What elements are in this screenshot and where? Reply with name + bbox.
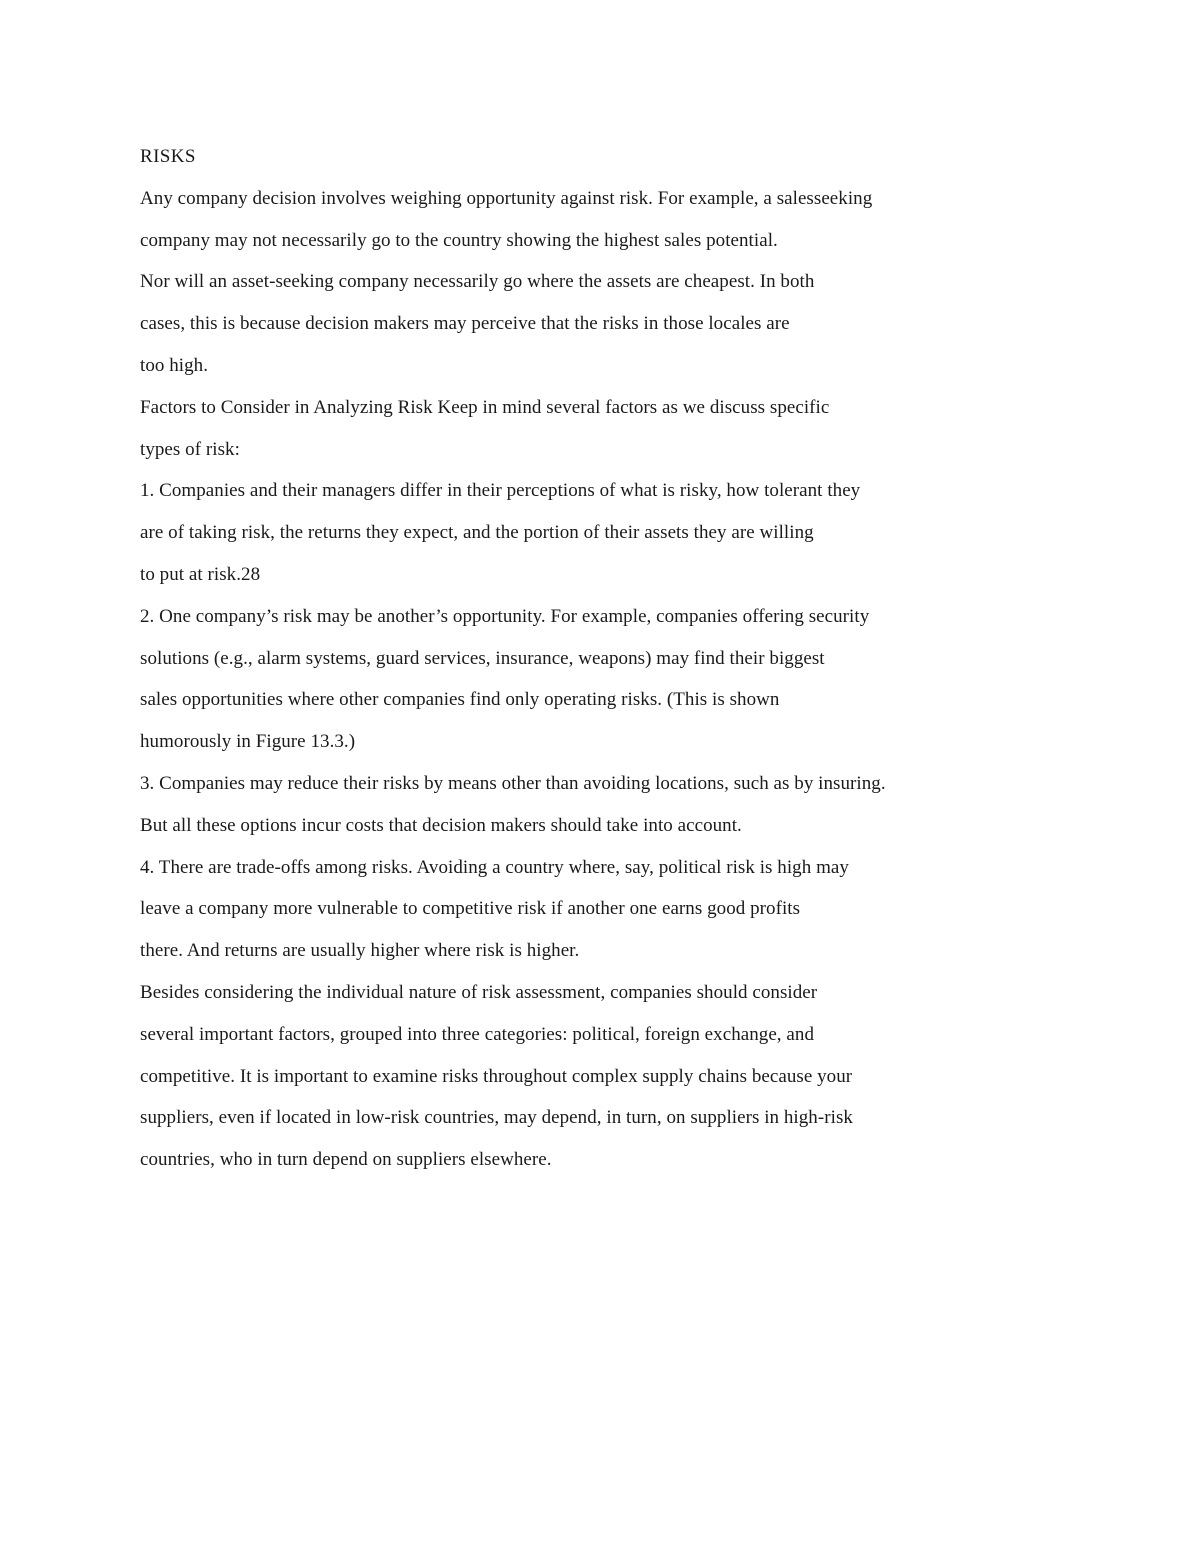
list-item-line: to put at risk.28 — [140, 563, 261, 585]
document-body — [140, 136, 970, 1181]
text-line: Besides considering the individual nature of risk assessment, companies should consider — [140, 981, 818, 1003]
text-line: Any company decision involves weighing opportunity against risk. For example, a salesseeking — [140, 187, 873, 209]
section-heading: RISKS — [140, 146, 196, 167]
list-item-line: 1. Companies and their managers differ in their perceptions of what is risky, how tolerant they — [140, 480, 861, 502]
list-item-line: solutions (e.g., alarm systems, guard services, insurance, weapons) may find their biggest — [140, 647, 825, 669]
list-item-line: But all these options incur costs that decision makers should take into account. — [140, 814, 742, 836]
list-item-line: there. And returns are usually higher where risk is higher. — [140, 940, 580, 962]
text-line: too high. — [140, 354, 209, 376]
list-item-line: sales opportunities where other companies find only operating risks. (This is shown — [140, 689, 780, 711]
list-item-line: 4. There are trade-offs among risks. Avoiding a country where, say, political risk is high may — [140, 856, 849, 878]
list-item-line: humorously in Figure 13.3.) — [140, 731, 356, 753]
text-line: company may not necessarily go to the country showing the highest sales potential. — [140, 229, 778, 251]
text-line: Factors to Consider in Analyzing Risk Keep in mind several factors as we discuss specific — [140, 396, 830, 418]
list-item-line: are of taking risk, the returns they expect, and the portion of their assets they are willing — [140, 522, 814, 544]
text-line: suppliers, even if located in low-risk countries, may depend, in turn, on suppliers in high-risk — [140, 1107, 853, 1129]
text-line: countries, who in turn depend on suppliers elsewhere. — [140, 1149, 552, 1171]
text-line: several important factors, grouped into three categories: political, foreign exchange, and — [140, 1023, 814, 1045]
text-line: types of risk: — [140, 438, 240, 460]
list-item-line: 3. Companies may reduce their risks by means other than avoiding locations, such as by insuring. — [140, 772, 886, 794]
text-line: competitive. It is important to examine risks throughout complex supply chains because your — [140, 1065, 853, 1087]
list-item-line: 2. One company’s risk may be another’s opportunity. For example, companies offering security — [140, 605, 870, 627]
list-item-line: leave a company more vulnerable to competitive risk if another one earns good profits — [140, 898, 801, 920]
text-line: cases, this is because decision makers may perceive that the risks in those locales are — [140, 313, 790, 335]
text-line: Nor will an asset-seeking company necessarily go where the assets are cheapest. In both — [140, 271, 815, 293]
